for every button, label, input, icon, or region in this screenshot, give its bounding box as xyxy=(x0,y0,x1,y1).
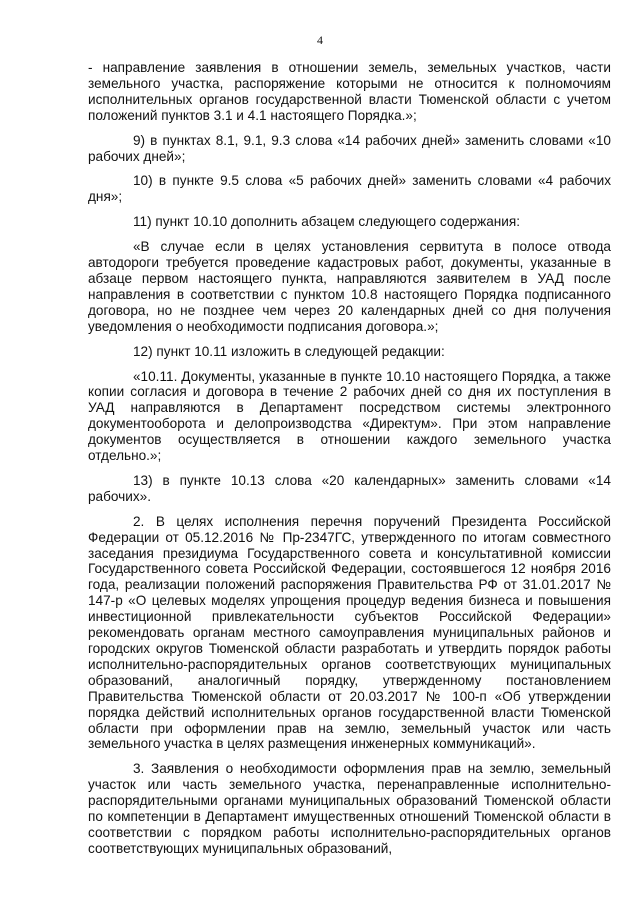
paragraph-quote-10-11: «10.11. Документы, указанные в пункте 10.10 настоящего Порядка, а также копии согласия и договора в течение 2 рабочих дней со дня их поступления в УАД направляются в Департамент посредством системы электронного документооборота и делопроизводства «Директум». При этом направление документов осуществляется в отношении каждого земельного участка отдельно.»; xyxy=(88,368,611,464)
paragraph-item-10: 10) в пункте 9.5 слова «5 рабочих дней» заменить словами «4 рабочих дня»; xyxy=(88,173,611,205)
paragraph-section-2: 2. В целях исполнения перечня поручений Президента Российской Федерации от 05.12.2016 № Пр-2347ГС, утвержденного по итогам совместного заседания президиума Государственного совета и консультативной комиссии Государственного совета Российской Федерации, состоявшегося 12 ноября 2016 года, реализации положений распоряжения Правительства РФ от 31.01.2017 № 147-р «О целевых моделях упрощения процедур ведения бизнеса и повышения инвестиционной привлекательности субъектов Российской Федерации» рекомендовать органам местного самоуправления муниципальных районов и городских округов Тюменской области разработать и утвердить порядок работы исполнительно-распорядительных органов соответствующих муниципальных образований, аналогичный порядку, утвержденному постановлением Правительства Тюменской области от 20.03.2017 № 100-п «Об утверждении порядка действий исполнительных органов государственной власти Тюменской области при оформлении прав на землю, земельный участок или часть земельного участка в целях размещения инженерных коммуникаций». xyxy=(88,513,611,752)
paragraph-item-9: 9) в пунктах 8.1, 9.1, 9.3 слова «14 рабочих дней» заменить словами «10 рабочих дней»; xyxy=(88,132,611,164)
paragraph-section-3: 3. Заявления о необходимости оформления прав на землю, земельный участок или часть земельного участка, перенаправленные исполнительно-распорядительными органами муниципальных образований Тюменской области по компетенции в Департамент имущественных отношений Тюменской области в соответствии с порядком работы исполнительно-распорядительных органов соответствующих муниципальных образований, xyxy=(88,761,611,856)
page-number: 4 xyxy=(317,33,323,47)
paragraph-quote-10-10: «В случае если в целях установления сервитута в полосе отвода автодороги требуется проведение кадастровых работ, документы, указанные в абзаце первом настоящего пункта, направляются заявителем в УАД после направления в соответствии с пунктом 10.8 настоящего Порядка подписанного договора, но не позднее чем через 20 календарных дней со дня получения уведомления о необходимости подписания договора.»; xyxy=(88,239,611,334)
paragraph-list-item-land-application: - направление заявления в отношении земель, земельных участков, части земельного участка, распоряжение которыми не относится к полномочиям исполнительных органов государственной власти Тюменской области с учетом положений пунктов 3.1 и 4.1 настоящего Порядка.»; xyxy=(88,60,611,123)
paragraph-item-13: 13) в пункте 10.13 слова «20 календарных» заменить словами «14 рабочих». xyxy=(88,472,611,504)
paragraph-item-12: 12) пункт 10.11 изложить в следующей редакции: xyxy=(133,343,445,359)
document-body xyxy=(88,60,611,866)
paragraph-item-11: 11) пункт 10.10 дополнить абзацем следующего содержания: xyxy=(133,214,521,230)
